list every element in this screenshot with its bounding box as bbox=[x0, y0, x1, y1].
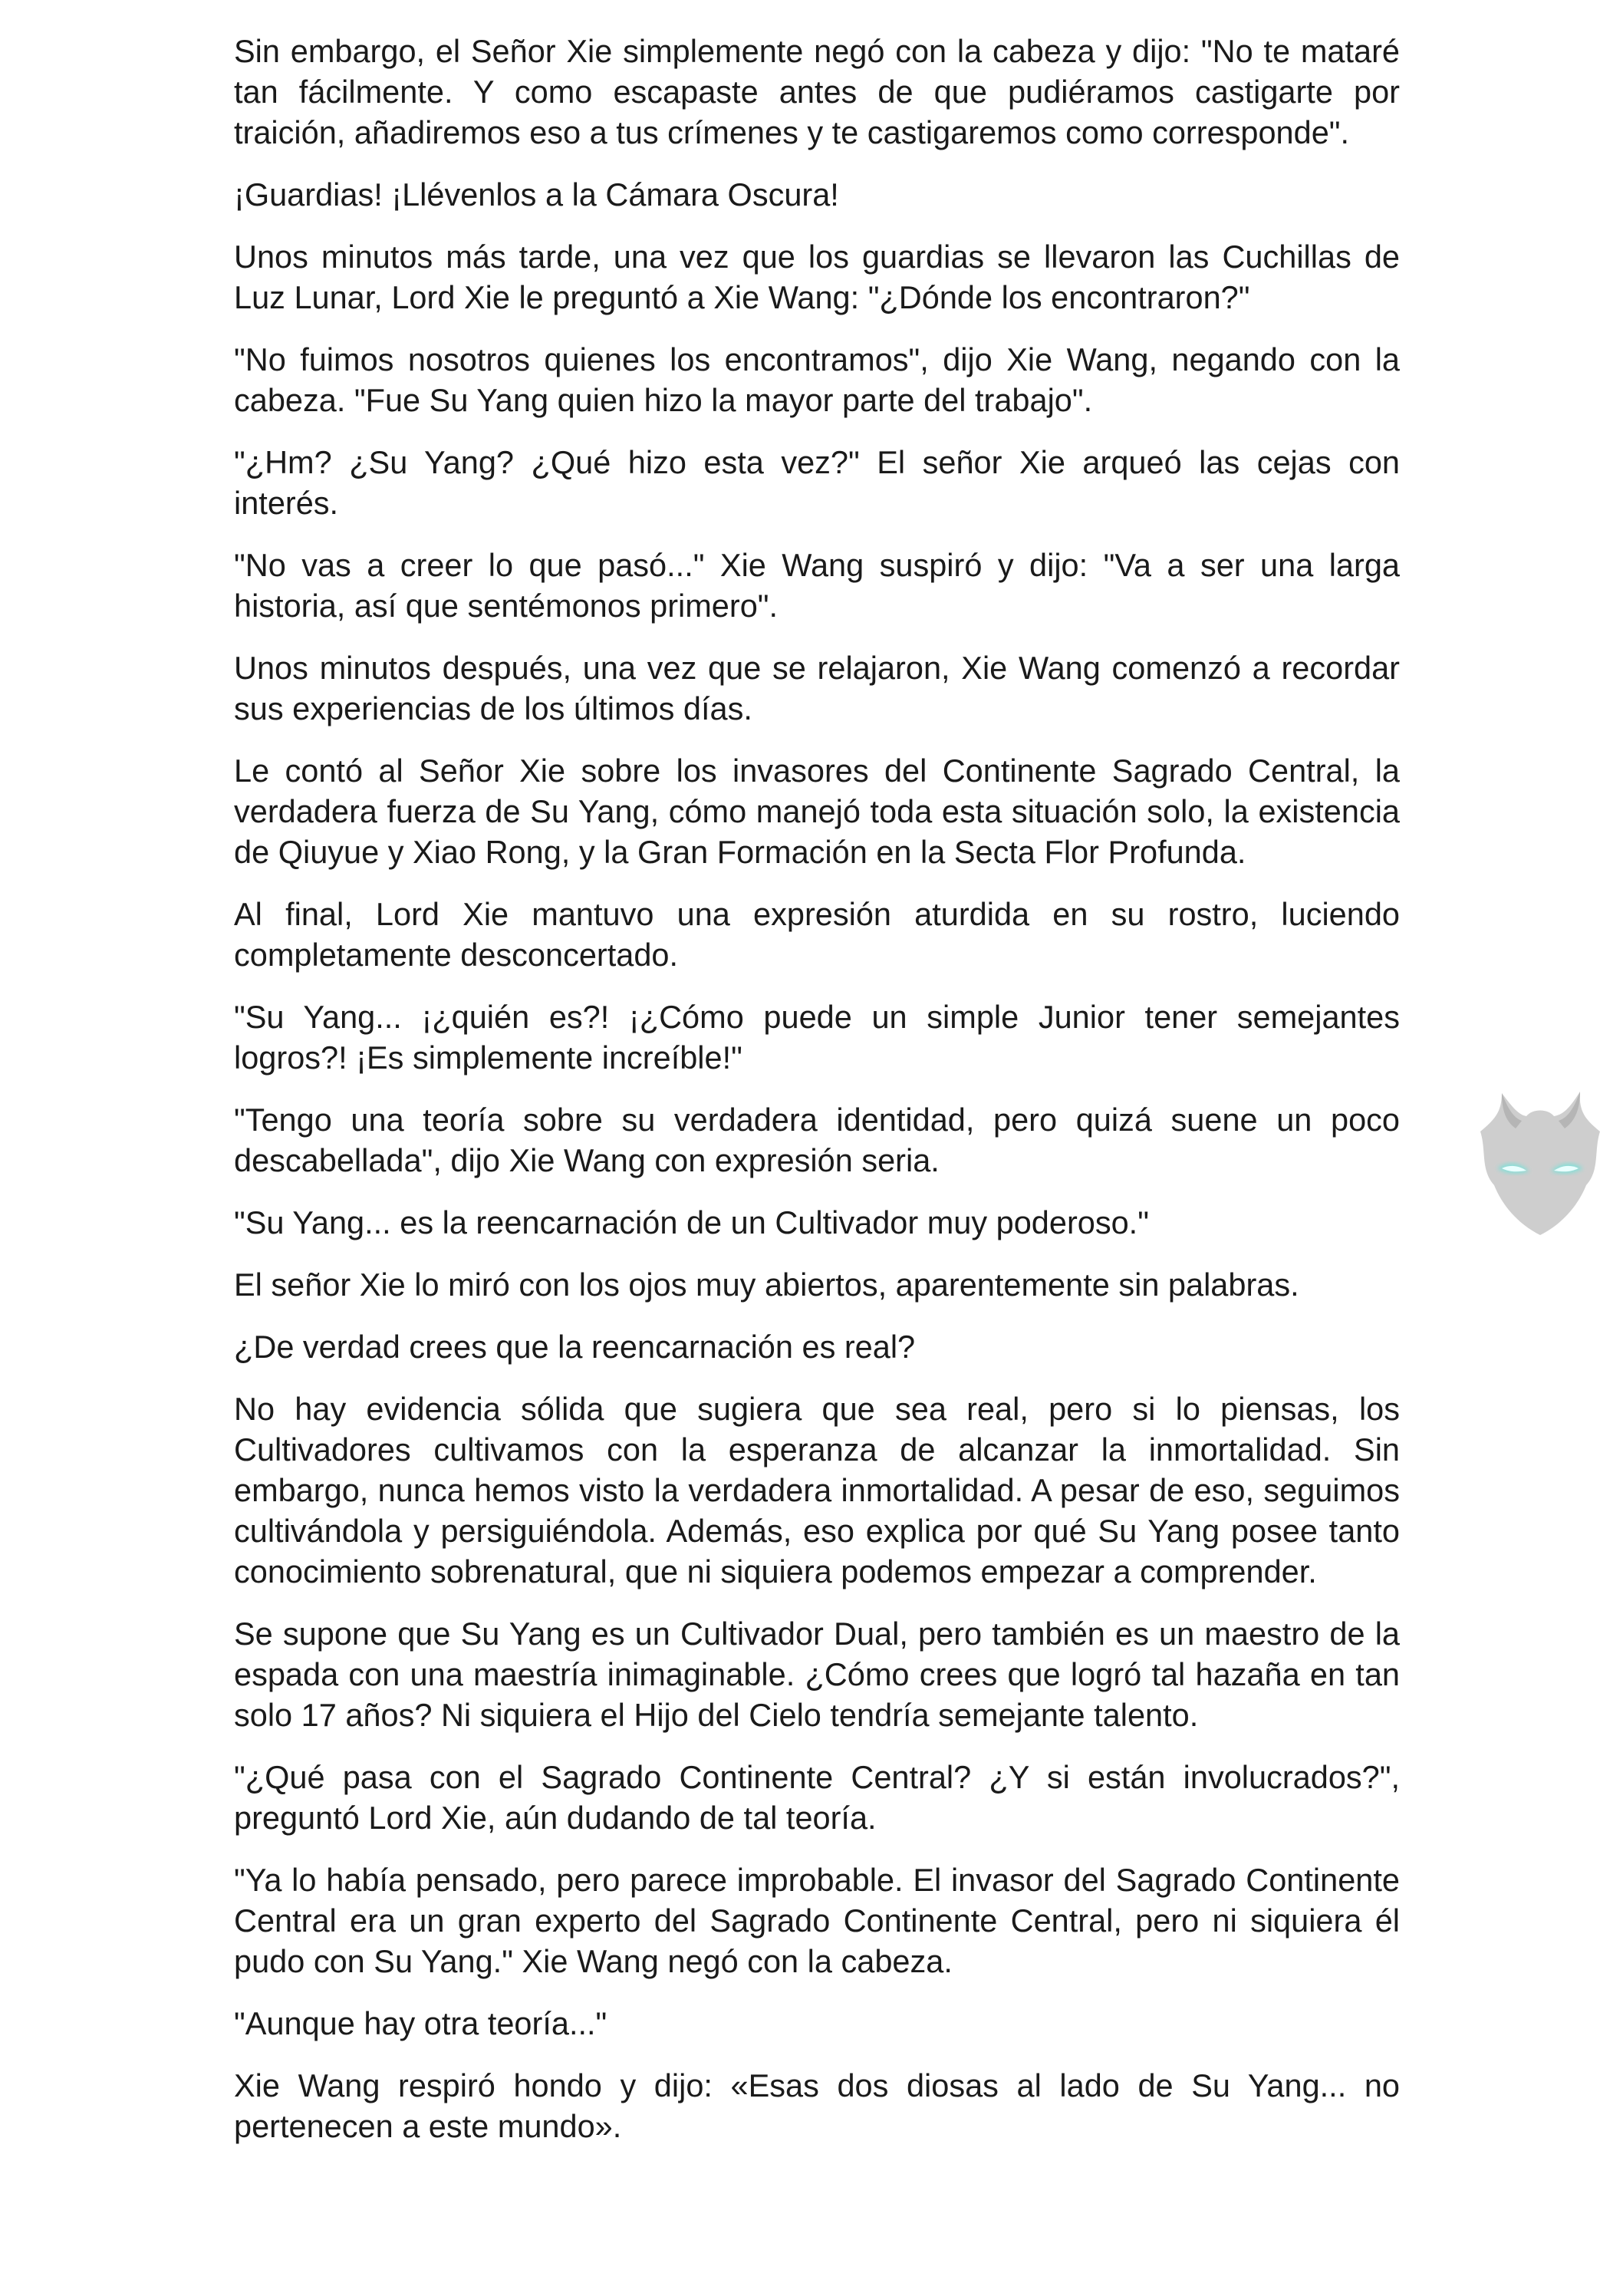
paragraph: "Su Yang... es la reencarnación de un Cultivador muy poderoso." bbox=[234, 1204, 1149, 1240]
paragraph: "¿Hm? ¿Su Yang? ¿Qué hizo esta vez?" El señor Xie arqueó las cejas con interés. bbox=[234, 444, 1400, 521]
paragraph: Xie Wang respiró hondo y dijo: «Esas dos diosas al lado de Su Yang... no pertenecen a este mundo». bbox=[234, 2067, 1400, 2144]
demon-head-icon bbox=[1471, 1078, 1609, 1239]
paragraph: Se supone que Su Yang es un Cultivador Dual, pero también es un maestro de la espada con una maestría inimaginable. ¿Cómo crees que logró tal hazaña en tan solo 17 años? Ni siquiera el Hijo del Cielo tendría semejante talento. bbox=[234, 1616, 1400, 1733]
paragraph: El señor Xie lo miró con los ojos muy abiertos, aparentemente sin palabras. bbox=[234, 1267, 1299, 1303]
paragraph: "Su Yang... ¡¿quién es?! ¡¿Cómo puede un simple Junior tener semejantes logros?! ¡Es simplemente increíble!" bbox=[234, 999, 1400, 1076]
paragraph: "No fuimos nosotros quienes los encontramos", dijo Xie Wang, negando con la cabeza. "Fue Su Yang quien hizo la mayor parte del trabajo". bbox=[234, 341, 1400, 418]
paragraph: Unos minutos después, una vez que se relajaron, Xie Wang comenzó a recordar sus experiencias de los últimos días. bbox=[234, 650, 1400, 726]
paragraph: ¡Guardias! ¡Llévenlos a la Cámara Oscura! bbox=[234, 176, 839, 212]
paragraph: No hay evidencia sólida que sugiera que sea real, pero si lo piensas, los Cultivadores cultivamos con la esperanza de alcanzar la inmortalidad. Sin embargo, nunca hemos visto la verdadera inmortalidad. A pesar de eso, seguimos cultivándola y persiguiéndola. Además, eso explica por qué Su Yang posee tanto conocimiento sobrenatural, que ni siquiera podemos empezar a comprender. bbox=[234, 1391, 1400, 1589]
paragraph: Al final, Lord Xie mantuvo una expresión aturdida en su rostro, luciendo completamente desconcertado. bbox=[234, 896, 1400, 973]
paragraph: Sin embargo, el Señor Xie simplemente negó con la cabeza y dijo: "No te mataré tan fácilmente. Y como escapaste antes de que pudiéramos castigarte por traición, añadiremos eso a tus crímenes y te castigaremos como corresponde". bbox=[234, 33, 1400, 150]
paragraph: "No vas a creer lo que pasó..." Xie Wang suspiró y dijo: "Va a ser una larga historia, así que sentémonos primero". bbox=[234, 547, 1400, 624]
document-body bbox=[234, 31, 1400, 2168]
paragraph: ¿De verdad crees que la reencarnación es real? bbox=[234, 1329, 916, 1365]
paragraph: "¿Qué pasa con el Sagrado Continente Central? ¿Y si están involucrados?", preguntó Lord Xie, aún dudando de tal teoría. bbox=[234, 1759, 1400, 1836]
paragraph: Le contó al Señor Xie sobre los invasores del Continente Sagrado Central, la verdadera fuerza de Su Yang, cómo manejó toda esta situación solo, la existencia de Qiuyue y Xiao Rong, y la Gran Formación en la Secta Flor Profunda. bbox=[234, 753, 1400, 870]
paragraph: Unos minutos más tarde, una vez que los guardias se llevaron las Cuchillas de Luz Lunar, Lord Xie le preguntó a Xie Wang: "¿Dónde los encontraron?" bbox=[234, 239, 1400, 315]
paragraph: "Tengo una teoría sobre su verdadera identidad, pero quizá suene un poco descabellada", dijo Xie Wang con expresión seria. bbox=[234, 1102, 1400, 1178]
paragraph: "Aunque hay otra teoría..." bbox=[234, 2005, 607, 2041]
paragraph: "Ya lo había pensado, pero parece improbable. El invasor del Sagrado Continente Central era un gran experto del Sagrado Continente Central, pero ni siquiera él pudo con Su Yang." Xie Wang negó con la cabeza. bbox=[234, 1862, 1400, 1979]
